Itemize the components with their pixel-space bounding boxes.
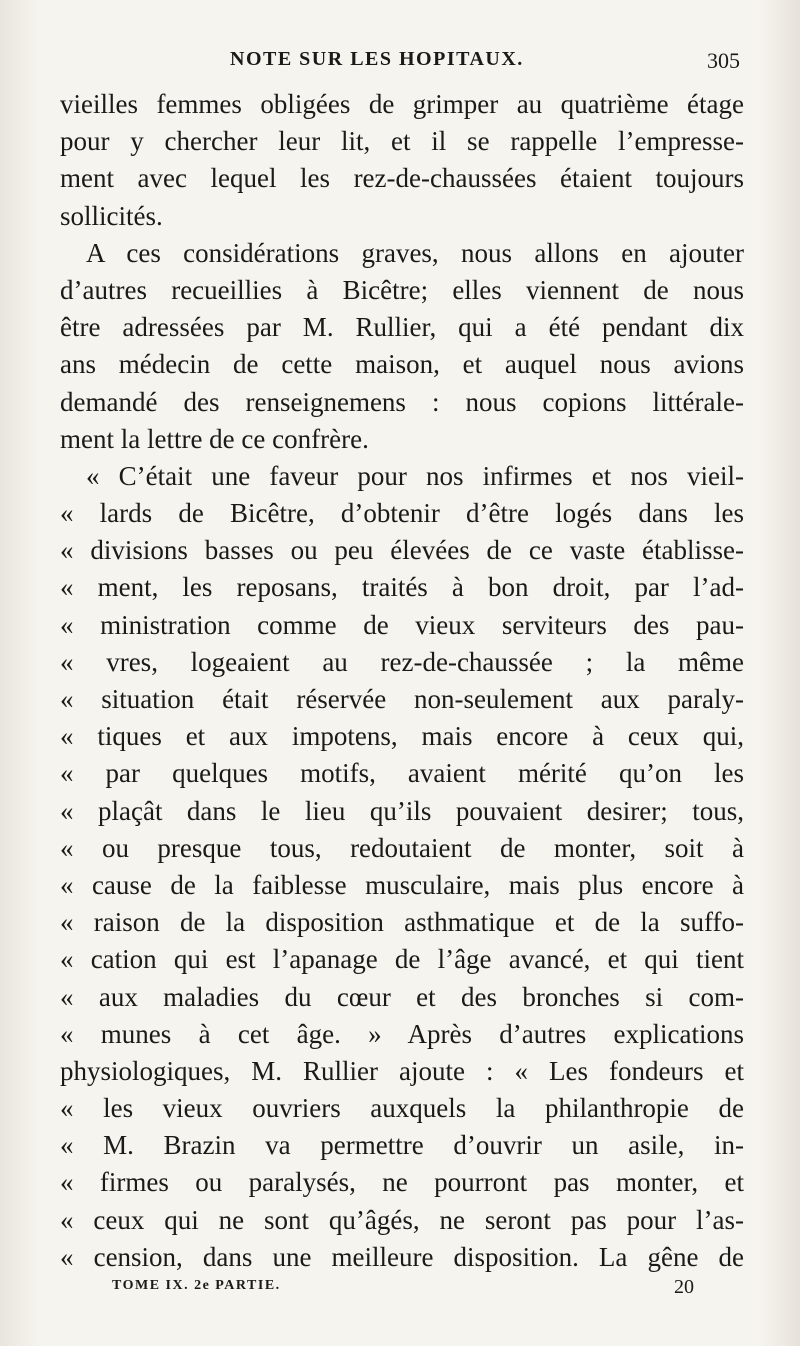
quote-line: « raison de la disposition asthmatique et de la suffo- [60,907,744,938]
body-text [60,86,744,1276]
running-head [60,44,740,76]
quote-line: « cation qui est l’apanage de l’âge avancé, et qui tient [60,944,744,975]
quote-line: « situation était réservée non-seulement aux paraly- [60,684,744,714]
quote-line: « ment, les reposans, traités à bon droit, par l’ad- [60,572,744,603]
quote-line: « cause de la faiblesse musculaire, mais plus encore à [60,869,744,900]
quote-line: « firmes ou paralysés, ne pourront pas monter, et [60,1167,744,1198]
text-line: être adressées par M. Rullier, qui a été pendant dix [60,312,744,343]
quote-line: « plaçât dans le lieu qu’ils pouvaient desirer; tous, [60,795,744,826]
text-line: vieilles femmes obligées de grimper au quatrième étage [60,89,744,119]
text-line: ment la lettre de ce confrère. [60,423,369,454]
quote-line: « ou presque tous, redoutaient de monter, soit à [60,832,744,863]
text-line: ans médecin de cette maison, et auquel nous avions [60,349,744,380]
running-title: NOTE SUR LES HOPITAUX. [230,48,524,70]
quote-line: « M. Brazin va permettre d’ouvrir un asile, in- [60,1130,744,1161]
quote-line: « tiques et aux impotens, mais encore à ceux qui, [60,721,744,752]
quote-line: « divisions basses ou peu élevées de ce vaste établisse- [60,535,744,566]
text-line: pour y chercher leur lit, et il se rappelle l’empresse- [60,126,744,157]
quote-start: « C’était une faveur pour nos infirmes et nos vieil- [86,460,744,491]
quote-line: « par quelques motifs, avaient mérité qu’on les [60,758,744,789]
page-number: 305 [707,48,740,73]
volume-label: TOME IX. 2e PARTIE. [112,1278,281,1293]
text-line: demandé des renseignemens : nous copions littérale- [60,386,744,417]
quote-line: « les vieux ouvriers auxquels la philanthropie de [60,1093,744,1124]
paragraph-start: A ces considérations graves, nous allons en ajouter [86,237,744,268]
text-line: d’autres recueillies à Bicêtre; elles viennent de nous [60,274,744,305]
signature-mark: 20 [674,1276,694,1298]
quote-line: « ceux qui ne sont qu’âgés, ne seront pas pour l’as- [60,1204,744,1235]
quote-line: « munes à cet âge. » Après d’autres explications [60,1018,744,1049]
text-line: physiologiques, M. Rullier ajoute : « Les fondeurs et [60,1055,744,1086]
page-footer [112,1278,694,1304]
text-line: ment avec lequel les rez-de-chaussées étaient toujours [60,163,744,194]
quote-line: « ministration comme de vieux serviteurs des pau- [60,609,744,640]
quote-line: « lards de Bicêtre, d’obtenir d’être logés dans les [60,498,744,529]
quote-line: « vres, logeaient au rez-de-chaussée ; la même [60,646,744,677]
quote-line: « cension, dans une meilleure disposition. La gêne de [60,1241,744,1272]
quote-line: « aux maladies du cœur et des bronches si com- [60,981,744,1012]
text-line: sollicités. [60,200,163,231]
